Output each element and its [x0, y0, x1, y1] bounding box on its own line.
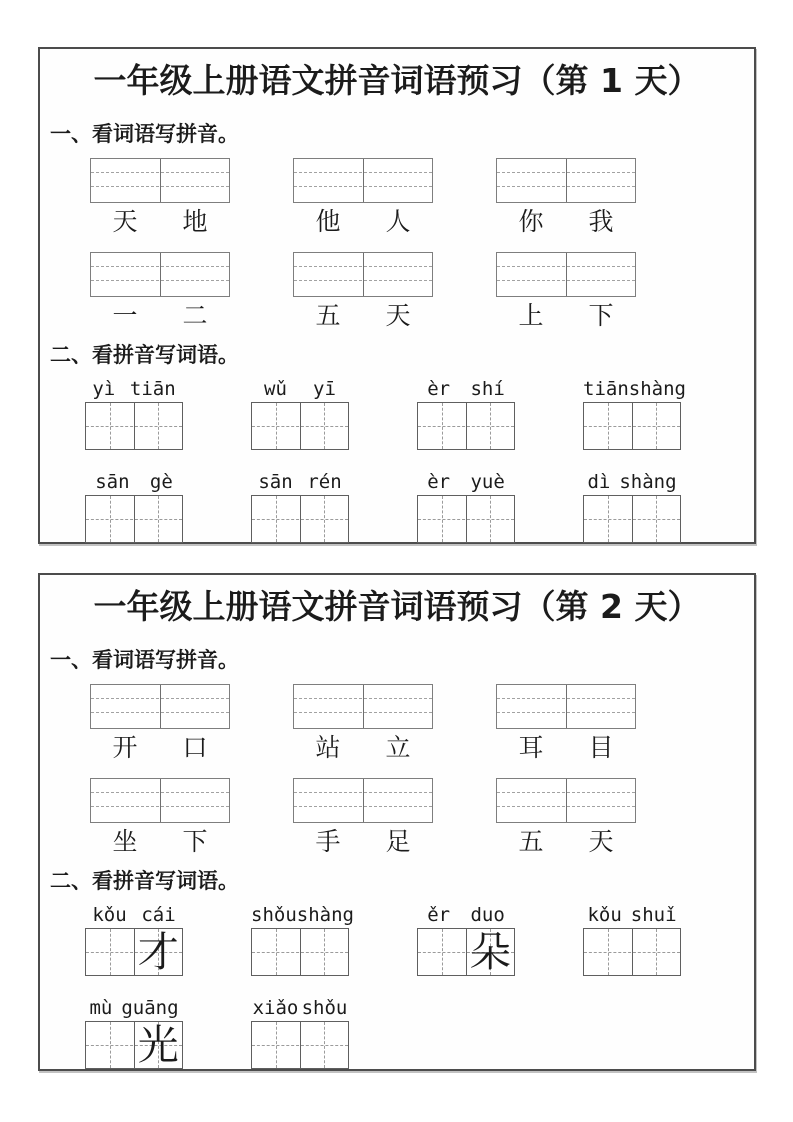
pinyin-row — [85, 901, 754, 976]
chinese-word-char: 人 — [385, 206, 411, 236]
pinyin-writing-box[interactable] — [293, 778, 433, 823]
character-writing-grid — [251, 495, 349, 543]
character-cell[interactable] — [86, 929, 134, 975]
word-label — [293, 208, 433, 237]
word-label — [90, 302, 230, 331]
section-one-heading: 一、看词语写拼音。 — [50, 647, 239, 672]
character-writing-grid — [85, 402, 183, 450]
word-label — [90, 734, 230, 763]
chinese-word-char: 下 — [182, 827, 208, 857]
worksheet-panel-day-2 — [38, 573, 756, 1071]
pinyin-writing-box[interactable] — [496, 252, 636, 297]
pinyin-word-group — [583, 468, 681, 543]
pinyin-syllable: wǔ — [264, 378, 287, 401]
pinyin-writing-box[interactable] — [496, 158, 636, 203]
section-one-heading: 一、看词语写拼音。 — [50, 121, 239, 146]
character-cell[interactable] — [134, 1022, 183, 1068]
pinyin-box-cell[interactable] — [91, 685, 160, 728]
pinyin-syllable: yī — [313, 378, 336, 401]
pinyin-box-cell[interactable] — [497, 779, 566, 822]
pinyin-word-group — [251, 375, 349, 450]
pinyin-syllable: èr — [427, 471, 451, 494]
pinyin-syllable: tiān — [583, 378, 629, 401]
pinyin-box-cell[interactable] — [91, 779, 160, 822]
pinyin-label — [417, 375, 515, 400]
pinyin-word-group — [85, 375, 183, 450]
pinyin-writing-box[interactable] — [496, 778, 636, 823]
pinyin-box-cell[interactable] — [566, 253, 636, 296]
word-pinyin-group — [293, 684, 433, 763]
pinyin-label — [251, 994, 349, 1019]
word-label — [293, 734, 433, 763]
character-writing-grid — [251, 928, 349, 976]
word-label — [496, 734, 636, 763]
pinyin-syllable: shǒu — [251, 904, 297, 927]
pinyin-box-cell[interactable] — [363, 159, 433, 202]
character-writing-grid — [85, 928, 183, 976]
pinyin-box-cell[interactable] — [363, 685, 433, 728]
pinyin-syllable: xiǎo — [252, 997, 299, 1020]
word-row — [90, 252, 754, 331]
chinese-word-char: 手 — [315, 827, 341, 857]
character-cell[interactable] — [632, 403, 681, 449]
pinyin-label — [251, 375, 349, 400]
pinyin-row — [85, 468, 754, 543]
pinyin-syllable: sān — [258, 471, 293, 494]
pinyin-writing-box[interactable] — [90, 778, 230, 823]
pinyin-box-cell[interactable] — [91, 253, 160, 296]
pinyin-box-cell[interactable] — [566, 685, 636, 728]
word-pinyin-group — [293, 158, 433, 237]
pinyin-writing-box[interactable] — [293, 684, 433, 729]
pinyin-box-cell[interactable] — [294, 779, 363, 822]
pinyin-syllable: kǒu — [92, 904, 127, 927]
character-writing-grid — [85, 495, 183, 543]
pinyin-box-cell[interactable] — [294, 159, 363, 202]
word-pinyin-group — [90, 778, 230, 857]
chinese-word-char: 他 — [315, 206, 341, 236]
word-label — [496, 302, 636, 331]
chinese-word-char: 耳 — [518, 732, 544, 762]
character-cell[interactable] — [418, 929, 466, 975]
pinyin-syllable: gè — [149, 471, 173, 494]
word-pinyin-group — [496, 684, 636, 763]
prefilled-character: 才 — [137, 927, 179, 976]
pinyin-writing-box[interactable] — [293, 158, 433, 203]
pinyin-to-word-rows — [40, 375, 754, 543]
chinese-word-char: 你 — [518, 206, 544, 236]
character-writing-grid — [251, 402, 349, 450]
word-to-pinyin-rows — [40, 158, 754, 332]
character-writing-grid — [85, 1021, 183, 1069]
character-writing-grid — [417, 495, 515, 543]
pinyin-syllable: shàng — [628, 378, 686, 401]
pinyin-label — [85, 994, 183, 1019]
pinyin-syllable: tiān — [129, 378, 176, 401]
pinyin-syllable: rén — [307, 471, 342, 494]
character-cell[interactable] — [252, 1022, 300, 1068]
pinyin-box-cell[interactable] — [160, 685, 230, 728]
word-pinyin-group — [90, 158, 230, 237]
chinese-word-char: 地 — [182, 206, 208, 236]
word-to-pinyin-rows — [40, 684, 754, 858]
character-cell[interactable] — [466, 929, 515, 975]
pinyin-row — [85, 375, 754, 450]
pinyin-syllable: èr — [427, 378, 451, 401]
word-label — [90, 208, 230, 237]
character-cell[interactable] — [300, 496, 349, 542]
pinyin-label — [417, 468, 515, 493]
pinyin-word-group — [417, 901, 515, 976]
word-pinyin-group — [90, 252, 230, 331]
pinyin-writing-box[interactable] — [90, 158, 230, 203]
pinyin-box-cell[interactable] — [363, 779, 433, 822]
chinese-word-char: 天 — [588, 827, 614, 857]
word-row — [90, 158, 754, 237]
chinese-word-char: 五 — [518, 827, 544, 857]
pinyin-syllable: duo — [470, 904, 505, 927]
character-cell[interactable] — [300, 403, 349, 449]
word-label — [90, 828, 230, 857]
pinyin-writing-box[interactable] — [496, 684, 636, 729]
character-cell[interactable] — [418, 403, 466, 449]
word-row — [90, 778, 754, 857]
pinyin-label — [85, 468, 183, 493]
character-cell[interactable] — [134, 496, 183, 542]
character-cell[interactable] — [466, 496, 515, 542]
pinyin-syllable: shàng — [619, 471, 677, 494]
chinese-word-char: 天 — [112, 206, 138, 236]
chinese-word-char: 五 — [315, 301, 341, 331]
pinyin-label — [583, 375, 686, 401]
pinyin-word-group — [251, 901, 354, 976]
pinyin-word-group — [417, 468, 515, 543]
chinese-word-char: 一 — [112, 301, 138, 331]
character-writing-grid — [417, 402, 515, 450]
word-pinyin-group — [496, 158, 636, 237]
pinyin-syllable: guāng — [121, 997, 179, 1020]
pinyin-label — [583, 468, 681, 493]
pinyin-writing-box[interactable] — [90, 684, 230, 729]
chinese-word-char: 二 — [182, 301, 208, 331]
pinyin-syllable: kǒu — [587, 904, 622, 927]
word-label — [293, 828, 433, 857]
character-cell[interactable] — [252, 929, 300, 975]
pinyin-label — [251, 468, 349, 493]
pinyin-syllable: ěr — [427, 904, 451, 927]
pinyin-to-word-rows — [40, 901, 754, 1069]
character-cell[interactable] — [300, 1022, 349, 1068]
pinyin-syllable: sān — [95, 471, 130, 494]
pinyin-label — [583, 901, 681, 926]
word-pinyin-group — [293, 252, 433, 331]
character-cell[interactable] — [418, 496, 466, 542]
pinyin-word-group — [85, 901, 183, 976]
prefilled-character: 朵 — [469, 927, 511, 976]
character-cell[interactable] — [632, 929, 681, 975]
character-writing-grid — [583, 402, 681, 450]
pinyin-writing-box[interactable] — [293, 252, 433, 297]
pinyin-box-cell[interactable] — [294, 253, 363, 296]
chinese-word-char: 站 — [315, 732, 341, 762]
chinese-word-char: 上 — [518, 301, 544, 331]
character-cell[interactable] — [86, 403, 134, 449]
pinyin-syllable: cái — [141, 904, 176, 927]
pinyin-word-group — [251, 468, 349, 543]
chinese-word-char: 开 — [112, 732, 138, 762]
pinyin-box-cell[interactable] — [160, 779, 230, 822]
character-cell[interactable] — [584, 496, 632, 542]
worksheet-panel-day-1 — [38, 47, 756, 544]
pinyin-row — [85, 994, 754, 1069]
word-label — [496, 828, 636, 857]
pinyin-box-cell[interactable] — [497, 253, 566, 296]
pinyin-syllable: shuǐ — [630, 904, 677, 927]
character-writing-grid — [583, 495, 681, 543]
pinyin-box-cell[interactable] — [497, 159, 566, 202]
pinyin-word-group — [583, 375, 686, 450]
character-cell[interactable] — [252, 403, 300, 449]
pinyin-box-cell[interactable] — [160, 159, 230, 202]
character-writing-grid — [583, 928, 681, 976]
character-cell[interactable] — [134, 929, 183, 975]
chinese-word-char: 坐 — [112, 827, 138, 857]
worksheet-title: 一年级上册语文拼音词语预习（第 2 天） — [93, 587, 701, 626]
chinese-word-char: 我 — [588, 206, 614, 236]
pinyin-word-group — [85, 994, 183, 1069]
word-label — [496, 208, 636, 237]
pinyin-label — [417, 901, 515, 926]
chinese-word-char: 口 — [182, 732, 208, 762]
prefilled-character: 光 — [137, 1020, 179, 1069]
pinyin-box-cell[interactable] — [566, 159, 636, 202]
character-cell[interactable] — [466, 403, 515, 449]
character-cell[interactable] — [584, 403, 632, 449]
word-pinyin-group — [496, 252, 636, 331]
pinyin-syllable: dì — [587, 471, 611, 494]
pinyin-syllable: shǒu — [301, 997, 348, 1020]
pinyin-word-group — [417, 375, 515, 450]
pinyin-box-cell[interactable] — [363, 253, 433, 296]
pinyin-syllable: shí — [470, 378, 505, 401]
character-cell[interactable] — [86, 496, 134, 542]
pinyin-word-group — [583, 901, 681, 976]
word-pinyin-group — [496, 778, 636, 857]
pinyin-label — [251, 901, 354, 927]
character-writing-grid — [417, 928, 515, 976]
pinyin-syllable: yì — [92, 378, 116, 401]
character-writing-grid — [251, 1021, 349, 1069]
pinyin-syllable: shàng — [296, 904, 354, 927]
pinyin-word-group — [85, 468, 183, 543]
character-cell[interactable] — [632, 496, 681, 542]
character-cell[interactable] — [584, 929, 632, 975]
pinyin-syllable: yuè — [470, 471, 505, 494]
word-row — [90, 684, 754, 763]
character-cell[interactable] — [252, 496, 300, 542]
pinyin-box-cell[interactable] — [497, 685, 566, 728]
pinyin-writing-box[interactable] — [90, 252, 230, 297]
chinese-word-char: 下 — [588, 301, 614, 331]
pinyin-syllable: mù — [89, 997, 113, 1020]
chinese-word-char: 目 — [588, 732, 614, 762]
chinese-word-char: 立 — [385, 732, 411, 762]
pinyin-label — [85, 901, 183, 926]
pinyin-box-cell[interactable] — [566, 779, 636, 822]
pinyin-box-cell[interactable] — [160, 253, 230, 296]
chinese-word-char: 足 — [385, 827, 411, 857]
character-cell[interactable] — [300, 929, 349, 975]
pinyin-box-cell[interactable] — [294, 685, 363, 728]
word-label — [293, 302, 433, 331]
pinyin-label — [85, 375, 183, 400]
section-two-heading: 二、看拼音写词语。 — [50, 343, 239, 368]
word-pinyin-group — [293, 778, 433, 857]
character-cell[interactable] — [86, 1022, 134, 1068]
character-cell[interactable] — [134, 403, 183, 449]
worksheet-title: 一年级上册语文拼音词语预习（第 1 天） — [93, 61, 701, 100]
pinyin-word-group — [251, 994, 349, 1069]
word-pinyin-group — [90, 684, 230, 763]
chinese-word-char: 天 — [385, 301, 411, 331]
pinyin-box-cell[interactable] — [91, 159, 160, 202]
section-two-heading: 二、看拼音写词语。 — [50, 869, 239, 894]
